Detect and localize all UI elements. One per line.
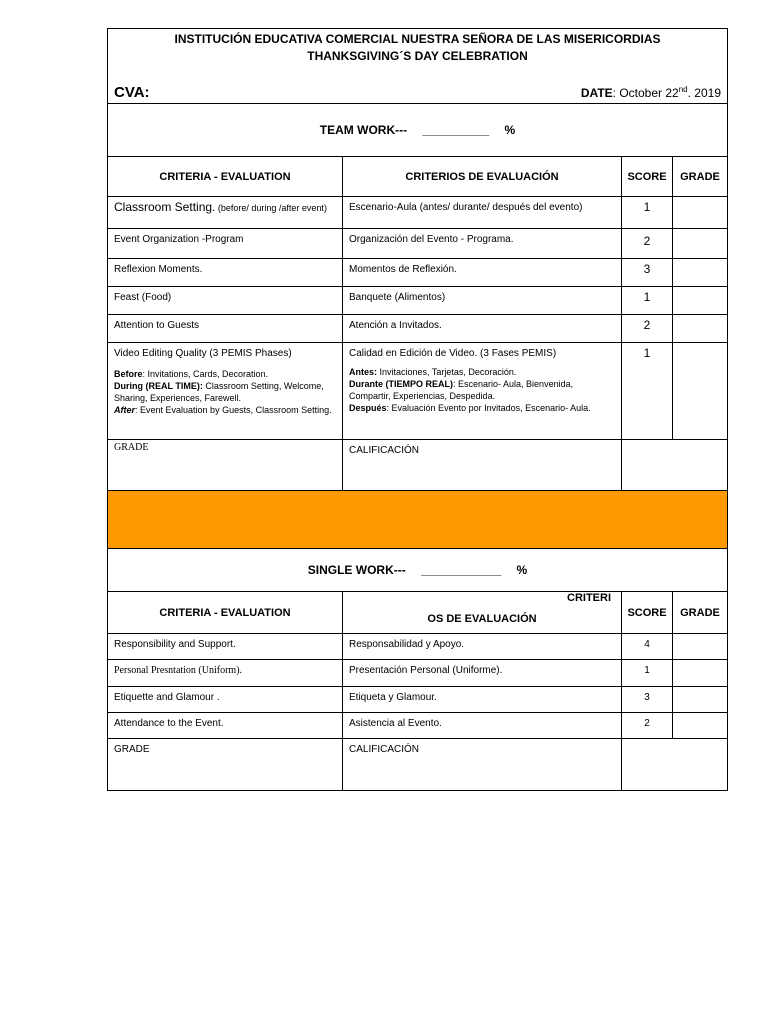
single-work-heading <box>108 549 728 592</box>
calificacion-label: CALIFICACIÓN <box>343 739 622 791</box>
grade-cell[interactable] <box>673 315 728 343</box>
table-row <box>108 687 728 713</box>
grade-cell[interactable] <box>673 259 728 287</box>
col-criteria-evaluation: CRITERIA - EVALUATION <box>108 157 343 197</box>
grade-cell[interactable] <box>673 634 728 660</box>
criteria-cell: Event Organization -Program <box>108 229 343 259</box>
score-cell: 3 <box>622 259 673 287</box>
grade-cell[interactable] <box>673 229 728 259</box>
table-row <box>108 259 728 287</box>
score-cell: 2 <box>622 315 673 343</box>
table-row <box>108 315 728 343</box>
score-cell: 1 <box>622 660 673 687</box>
table-row <box>108 634 728 660</box>
col-grade: GRADE <box>673 592 728 634</box>
criterio-cell: Calidad en Edición de Video. (3 Fases PEMIS) Antes: Invitaciones, Tarjetas, Decoración. Durante (TIEMPO REAL): Escenario- Aula, Bienvenida, Compartir, Experiencias, Despedida. Después: Evaluación Evento por Invitados, Escenario- Aula. <box>343 343 622 440</box>
single-grade-row <box>108 739 728 791</box>
col-criteria-evaluation: CRITERIA - EVALUATION <box>108 592 343 634</box>
evaluation-table <box>107 28 728 791</box>
criteria-cell: Responsibility and Support. <box>108 634 343 660</box>
date-year: . 2019 <box>687 86 721 100</box>
document-header <box>108 29 728 104</box>
team-grade-total[interactable] <box>622 440 728 491</box>
col-criterios-evaluacion: CRITERIOS DE EVALUACIÓN <box>343 157 622 197</box>
date-value: : October 22 <box>612 86 679 100</box>
single-work-blank: ____________ <box>421 563 502 577</box>
team-grade-row <box>108 440 728 491</box>
criterio-cell: Etiqueta y Glamour. <box>343 687 622 713</box>
grade-label: GRADE <box>108 739 343 791</box>
institution-name: INSTITUCIÓN EDUCATIVA COMERCIAL NUESTRA SEÑORA DE LAS MISERICORDIAS <box>174 32 661 46</box>
grade-cell[interactable] <box>673 713 728 739</box>
criteria-cell: Etiquette and Glamour . <box>108 687 343 713</box>
criteria-cell: Attention to Guests <box>108 315 343 343</box>
criteria-cell: Reflexion Moments. <box>108 259 343 287</box>
criterio-cell: Presentación Personal (Uniforme). <box>343 660 622 687</box>
table-row <box>108 343 728 440</box>
date-field <box>581 85 721 100</box>
orange-separator <box>108 491 728 549</box>
criteria-cell: Feast (Food) <box>108 287 343 315</box>
score-cell: 2 <box>622 229 673 259</box>
criterio-cell: Momentos de Reflexión. <box>343 259 622 287</box>
table-row <box>108 229 728 259</box>
criterio-cell: Asistencia al Evento. <box>343 713 622 739</box>
grade-cell[interactable] <box>673 660 728 687</box>
score-cell: 2 <box>622 713 673 739</box>
table-row <box>108 660 728 687</box>
col-criterios-evaluacion: CRITERI OS DE EVALUACIÓN <box>343 592 622 634</box>
single-grade-total[interactable] <box>622 739 728 791</box>
col-grade: GRADE <box>673 157 728 197</box>
evaluation-sheet <box>107 28 727 791</box>
cva-label: CVA: <box>114 84 150 101</box>
table-row <box>108 287 728 315</box>
video-phases-es: Antes: Invitaciones, Tarjetas, Decoración. Durante (TIEMPO REAL): Escenario- Aula, Bienvenida, Compartir, Experiencias, Despedida. Después: Evaluación Evento por Invitados, Escenario- Aula. <box>349 367 591 413</box>
score-cell: 1 <box>622 197 673 229</box>
date-label: DATE <box>580 86 613 100</box>
calificacion-label: CALIFICACIÓN <box>343 440 622 491</box>
criteria-cell: Personal Presntation (Uniform). <box>108 660 343 687</box>
table-row <box>108 713 728 739</box>
grade-cell[interactable] <box>673 687 728 713</box>
grade-label: GRADE <box>108 440 343 491</box>
team-work-label: TEAM WORK--- <box>319 123 408 137</box>
criterio-cell: Escenario-Aula (antes/ durante/ después del evento) <box>343 197 622 229</box>
video-phases-en: Before: Invitations, Cards, Decoration. During (REAL TIME): Classroom Setting, Welcome, Sharing, Experiences, Farewell. After: Event Evaluation by Guests, Classroom Setting. <box>114 369 332 415</box>
criteria-cell: Video Editing Quality (3 PEMIS Phases) Before: Invitations, Cards, Decoration. During (REAL TIME): Classroom Setting, Welcome, Sharing, Experiences, Farewell. After: Event Evaluation by Guests, Classroom Setting. <box>108 343 343 440</box>
score-cell: 3 <box>622 687 673 713</box>
criteria-cell: Classroom Setting. (before/ during /after event) <box>108 197 343 229</box>
score-cell: 1 <box>622 287 673 315</box>
criterio-cell: Responsabilidad y Apoyo. <box>343 634 622 660</box>
date-suffix: nd <box>678 85 688 94</box>
criterio-cell: Atención a Invitados. <box>343 315 622 343</box>
grade-cell[interactable] <box>673 287 728 315</box>
criterio-cell: Organización del Evento - Programa. <box>343 229 622 259</box>
table-row <box>108 197 728 229</box>
grade-cell[interactable] <box>673 343 728 440</box>
criteria-cell: Attendance to the Event. <box>108 713 343 739</box>
criterio-cell: Banquete (Alimentos) <box>343 287 622 315</box>
team-work-heading <box>108 104 728 157</box>
team-work-percent: % <box>504 123 516 137</box>
col-score: SCORE <box>622 157 673 197</box>
event-name: THANKSGIVING´S DAY CELEBRATION <box>307 49 528 63</box>
score-cell: 1 <box>622 343 673 440</box>
single-work-percent: % <box>516 563 528 577</box>
team-work-blank: __________ <box>422 123 490 137</box>
single-work-label: SINGLE WORK--- <box>307 563 406 577</box>
header-titles <box>108 31 727 65</box>
grade-cell[interactable] <box>673 197 728 229</box>
score-cell: 4 <box>622 634 673 660</box>
col-score: SCORE <box>622 592 673 634</box>
